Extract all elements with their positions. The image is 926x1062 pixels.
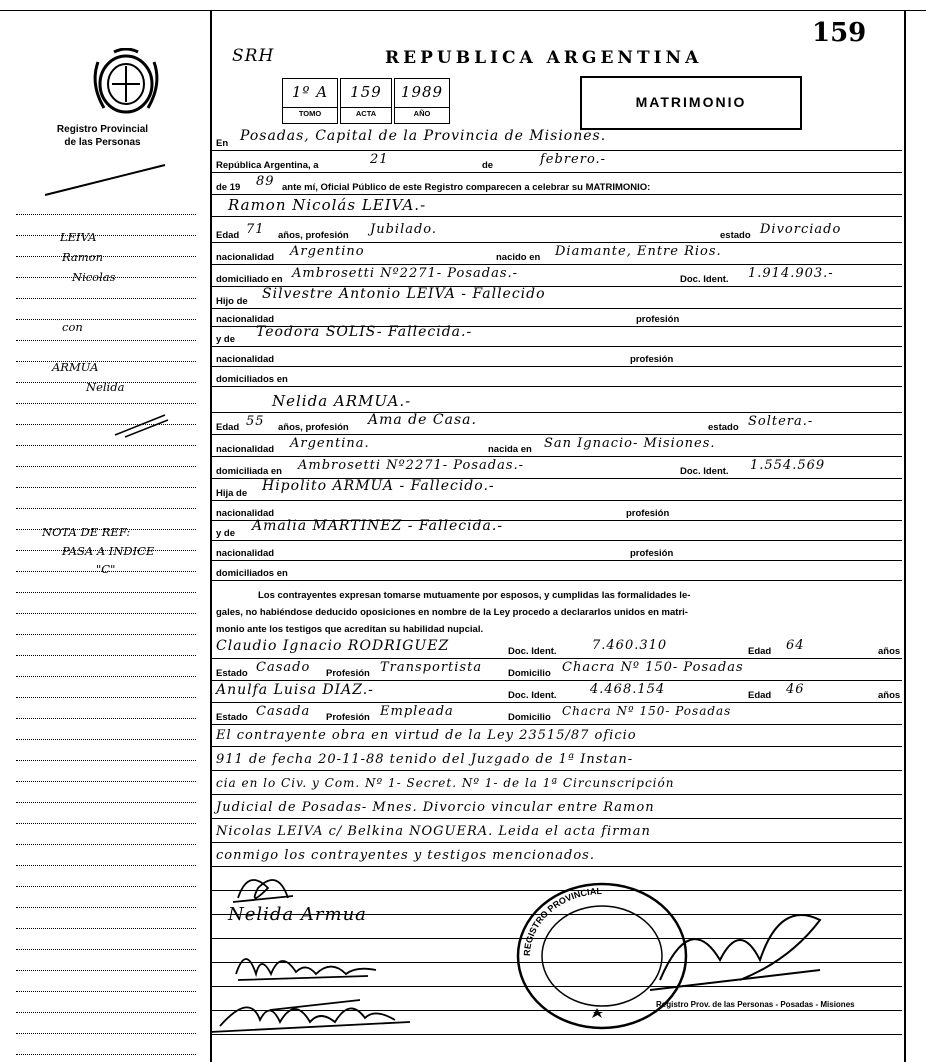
margin-rule bbox=[16, 949, 196, 950]
margin-rule bbox=[16, 865, 196, 866]
margin-rule bbox=[16, 802, 196, 803]
witness1-doc: 7.460.310 bbox=[592, 638, 668, 653]
witness2-name: Anulfa Luisa DIAZ.- bbox=[216, 682, 374, 698]
note-letter: "C" bbox=[96, 562, 116, 576]
margin-rule bbox=[16, 1054, 196, 1055]
margin-rule bbox=[16, 907, 196, 908]
margin-rule bbox=[16, 592, 196, 593]
margin-rule bbox=[16, 508, 196, 509]
witness1-age: 64 bbox=[786, 638, 805, 653]
margin-surname: LEIVA bbox=[60, 230, 97, 244]
witness1-signature bbox=[228, 944, 388, 984]
bride-doc: 1.554.569 bbox=[750, 458, 826, 473]
witness1-profession: Transportista bbox=[380, 660, 483, 675]
margin-rule bbox=[16, 319, 196, 320]
officer-stamp: Registro Prov. de las Personas - Posadas - Misiones bbox=[656, 1000, 855, 1009]
groom-mother: Teodora SOLIS- Fallecida.- bbox=[256, 324, 473, 340]
margin-rule bbox=[16, 823, 196, 824]
intro-day: 21 bbox=[370, 152, 389, 167]
intro-republic: República Argentina, a bbox=[216, 160, 319, 171]
document-type-box: MATRIMONIO bbox=[580, 76, 802, 130]
bride-age: 55 bbox=[246, 414, 265, 429]
witness1-name: Claudio Ignacio RODRIGUEZ bbox=[216, 638, 450, 654]
margin-rule bbox=[16, 991, 196, 992]
bride-father: Hipolito ARMUA - Fallecido.- bbox=[262, 478, 495, 494]
margin-surname2: ARMUA bbox=[52, 360, 99, 374]
note-line: cia en lo Civ. y Com. Nº 1- Secret. Nº 1- de la 1ª Circunscripción bbox=[216, 776, 675, 790]
witness2-signature bbox=[210, 990, 410, 1036]
witness2-age: 46 bbox=[786, 682, 805, 697]
margin-rule bbox=[16, 445, 196, 446]
margin-rule bbox=[16, 1033, 196, 1034]
officer-signature bbox=[640, 910, 840, 1000]
margin-rule bbox=[16, 298, 196, 299]
note-text: PASA A INDICE bbox=[62, 544, 155, 558]
groom-doc: 1.914.903.- bbox=[748, 266, 834, 281]
initials: SRH bbox=[232, 46, 275, 66]
bride-name: Nelida ARMUA.- bbox=[272, 392, 412, 410]
groom-profession: Jubilado. bbox=[370, 222, 438, 237]
margin-rule bbox=[16, 970, 196, 971]
right-border bbox=[904, 10, 906, 1062]
slash-mark-2 bbox=[110, 410, 170, 440]
year-box: 1989 AÑO bbox=[394, 78, 450, 124]
act-box: 159 ACTA bbox=[340, 78, 392, 124]
note-label: NOTA DE REF: bbox=[42, 525, 131, 539]
margin-rule bbox=[16, 760, 196, 761]
margin-rule bbox=[16, 361, 196, 362]
margin-rule bbox=[16, 886, 196, 887]
intro-de: de bbox=[482, 160, 494, 171]
note-line: conmigo los contrayentes y testigos mencionados. bbox=[216, 848, 595, 863]
note-line: Judicial de Posadas- Mnes. Divorcio vincular entre Ramon bbox=[216, 800, 655, 815]
margin-rule bbox=[16, 235, 196, 236]
margin-connector: con bbox=[62, 320, 83, 334]
intro-statement: ante mí, Oficial Público de este Registro comparecen a celebrar su MATRIMONIO: bbox=[282, 182, 651, 193]
margin-name2: Nicolas bbox=[72, 270, 116, 284]
country-title: REPUBLICA ARGENTINA bbox=[385, 48, 703, 68]
margin-rule bbox=[16, 613, 196, 614]
groom-age: 71 bbox=[246, 222, 265, 237]
margin-name1: Ramon bbox=[62, 250, 104, 264]
note-line: Nicolas LEIVA c/ Belkina NOGUERA. Leida el acta firman bbox=[216, 824, 651, 839]
bride-profession: Ama de Casa. bbox=[368, 412, 477, 428]
margin-rule bbox=[16, 256, 196, 257]
margin-rule bbox=[16, 634, 196, 635]
bride-signature: Nelida Armua bbox=[228, 904, 367, 925]
witness1-address: Chacra Nº 150- Posadas bbox=[562, 660, 744, 675]
witness2-profession: Empleada bbox=[380, 704, 454, 719]
note-line: El contrayente obra en virtud de la Ley 23515/87 oficio bbox=[216, 728, 637, 743]
groom-nationality: Argentino bbox=[290, 244, 365, 259]
witness2-address: Chacra Nº 150- Posadas bbox=[562, 704, 732, 718]
margin-name3: Nelida bbox=[86, 380, 125, 394]
margin-rule bbox=[16, 340, 196, 341]
intro-month: febrero.- bbox=[540, 152, 607, 167]
intro-place: Posadas, Capital de la Provincia de Misiones. bbox=[240, 128, 607, 144]
bride-mother: Amalia MARTINEZ - Fallecida.- bbox=[252, 518, 504, 534]
coat-of-arms-icon bbox=[86, 48, 166, 120]
margin-rule bbox=[16, 928, 196, 929]
slash-mark-1 bbox=[40, 160, 170, 200]
witness1-status: Casado bbox=[256, 660, 311, 675]
margin-rule bbox=[16, 403, 196, 404]
bride-nationality: Argentina. bbox=[290, 436, 370, 451]
registry-name-line2: de las Personas bbox=[64, 137, 141, 148]
margin-rule bbox=[16, 466, 196, 467]
margin-rule bbox=[16, 739, 196, 740]
witness2-doc: 4.468.154 bbox=[590, 682, 666, 697]
svg-text:REGISTRO PROVINCIAL: REGISTRO PROVINCIAL bbox=[521, 885, 603, 957]
margin-rule bbox=[16, 676, 196, 677]
page-number: 159 bbox=[812, 18, 867, 48]
groom-status: Divorciado bbox=[760, 222, 842, 237]
registry-name-line1: Registro Provincial bbox=[56, 124, 149, 135]
groom-birthplace: Diamante, Entre Rios. bbox=[555, 244, 722, 259]
margin-rule bbox=[16, 697, 196, 698]
groom-signature bbox=[228, 868, 308, 908]
margin-rule bbox=[16, 1012, 196, 1013]
margin-rule bbox=[16, 655, 196, 656]
volume-box: 1º A TOMO bbox=[282, 78, 338, 124]
margin-divider bbox=[210, 10, 212, 1062]
margin-rule bbox=[16, 844, 196, 845]
witness2-status: Casada bbox=[256, 704, 311, 719]
intro-year: 89 bbox=[256, 174, 275, 189]
declaration-line3: monio ante los testigos que acreditan su habilidad nupcial. bbox=[216, 624, 484, 635]
top-rule bbox=[0, 10, 926, 11]
declaration-line1: Los contrayentes expresan tomarse mutuamente por esposos, y cumplidas las formalidades le- bbox=[258, 590, 691, 601]
intro-en: En bbox=[216, 138, 229, 149]
bride-status: Soltera.- bbox=[748, 414, 814, 429]
groom-name: Ramon Nicolás LEIVA.- bbox=[228, 196, 427, 214]
margin-rule bbox=[16, 718, 196, 719]
margin-rule bbox=[16, 214, 196, 215]
note-line: 911 de fecha 20-11-88 tenido del Juzgado de 1ª Instan- bbox=[216, 752, 634, 767]
groom-father: Silvestre Antonio LEIVA - Fallecido bbox=[262, 286, 546, 302]
intro-year-prefix: de 19 bbox=[216, 182, 241, 193]
margin-rule bbox=[16, 781, 196, 782]
groom-address: Ambrosetti Nº2271- Posadas.- bbox=[292, 266, 519, 281]
bride-birthplace: San Ignacio- Misiones. bbox=[544, 436, 716, 451]
bride-address: Ambrosetti Nº2271- Posadas.- bbox=[298, 458, 525, 473]
declaration-line2: gales, no habiéndose deducido oposiciones en nombre de la Ley procedo a declararlos unidos en matri- bbox=[216, 607, 688, 618]
margin-rule bbox=[16, 487, 196, 488]
